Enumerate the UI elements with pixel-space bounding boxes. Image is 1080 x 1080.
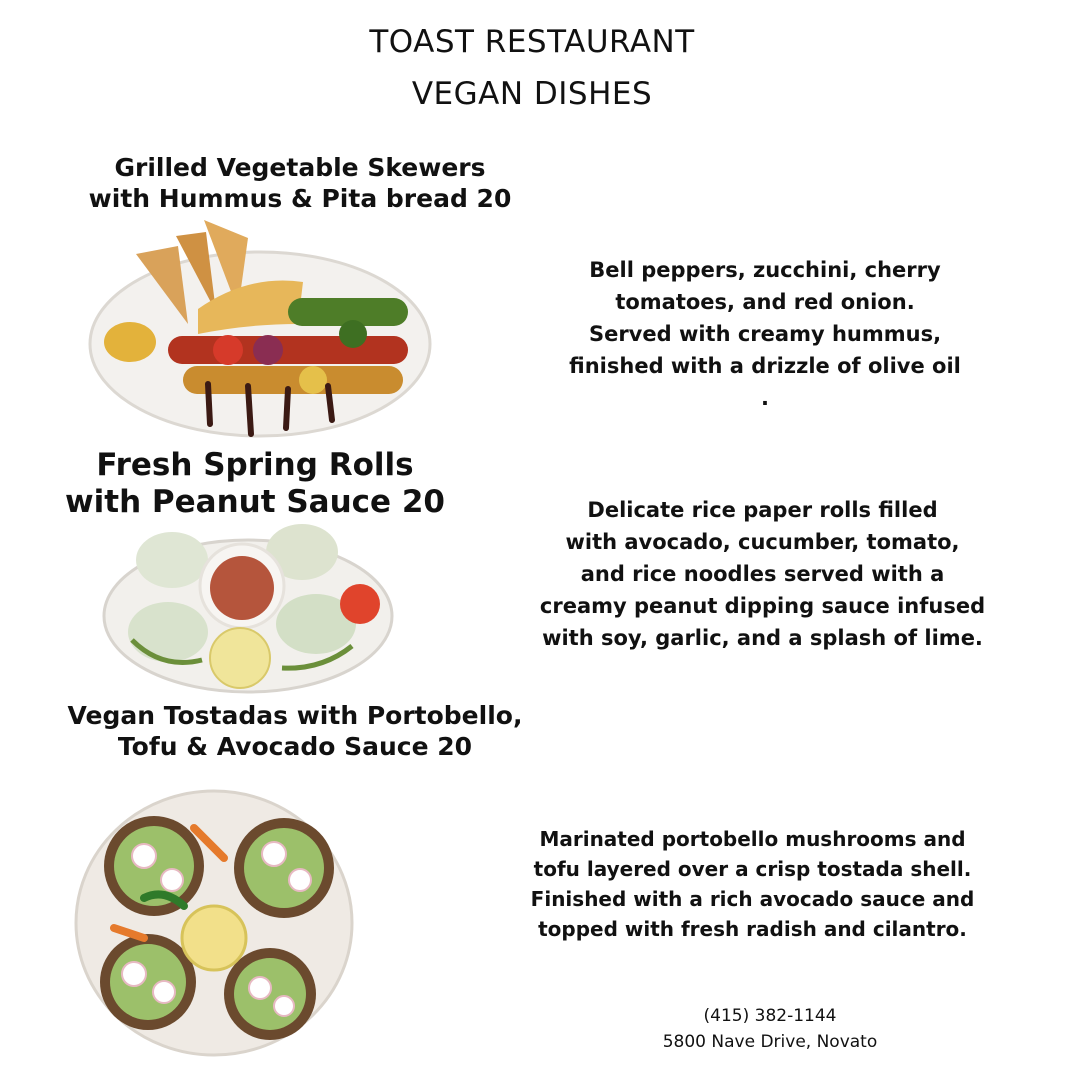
phone-number: (415) 382-1144	[703, 1006, 837, 1026]
dish-2-description: Delicate rice paper rolls filled with avocado, cucumber, tomato, and rice noodles served with a creamy peanut dipping sauce infused with soy, garlic, and a splash of lime.	[539, 498, 986, 650]
skewers-plate-photo	[88, 214, 433, 440]
dish-3-name: Vegan Tostadas with Portobello, Tofu & Avocado Sauce 20	[67, 701, 523, 761]
restaurant-title: TOAST RESTAURANT	[369, 24, 695, 60]
spring-rolls-plate-photo	[102, 520, 394, 696]
menu-subtitle: VEGAN DISHES	[411, 76, 653, 112]
dish-1-name: Grilled Vegetable Skewers with Hummus & Pita bread 20	[88, 153, 512, 213]
dish-2-name: Fresh Spring Rolls with Peanut Sauce 20	[64, 447, 445, 520]
dish-1-description: Bell peppers, zucchini, cherry tomatoes, and red onion. Served with creamy hummus, finished with a drizzle of olive oil .	[569, 258, 961, 410]
address: 5800 Nave Drive, Novato	[662, 1032, 878, 1052]
dish-3-description: Marinated portobello mushrooms and tofu layered over a crisp tostada shell. Finished with a rich avocado sauce and topped with fresh radish and cilantro.	[530, 827, 975, 941]
tostadas-plate-photo	[74, 788, 354, 1058]
